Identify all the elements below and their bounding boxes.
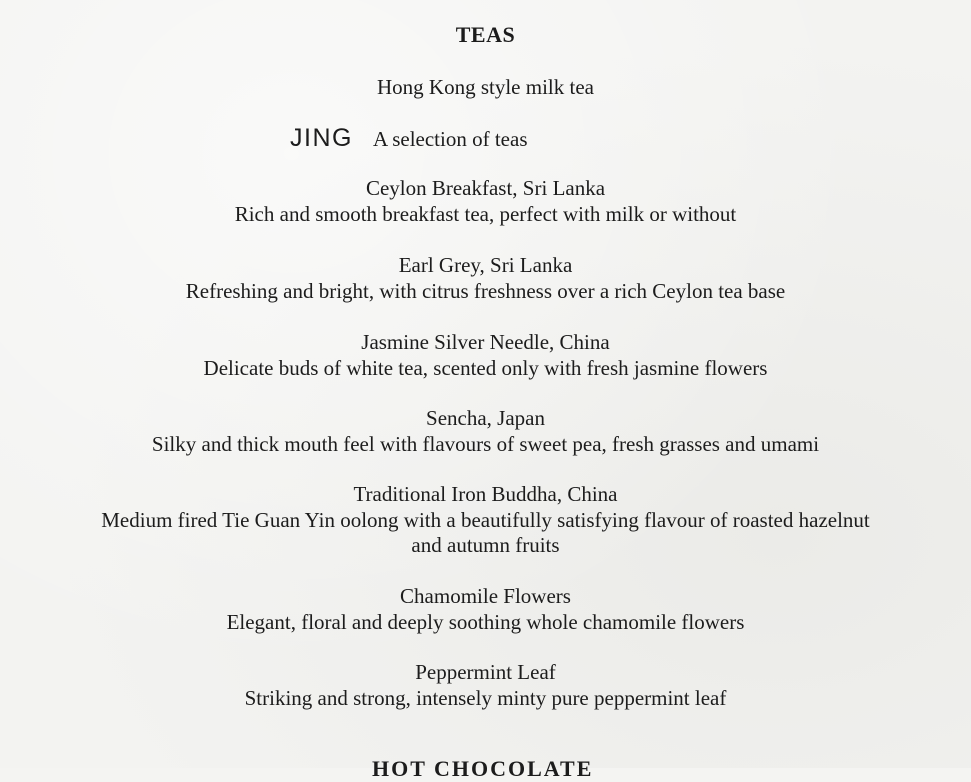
tea-name: Peppermint Leaf xyxy=(415,660,556,684)
tea-name: Traditional Iron Buddha, China xyxy=(353,482,618,506)
tea-description: Delicate buds of white tea, scented only with fresh jasmine flowers xyxy=(203,356,768,380)
tea-name: Earl Grey, Sri Lanka xyxy=(398,253,573,277)
jing-logo: JING xyxy=(290,124,353,152)
brand-row xyxy=(290,124,528,153)
tea-name: Ceylon Breakfast, Sri Lanka xyxy=(365,176,606,200)
tea-description: Elegant, floral and deeply soothing whole chamomile flowers xyxy=(226,610,745,634)
tea-description: Rich and smooth breakfast tea, perfect with milk or without xyxy=(234,202,737,226)
tea-description: Silky and thick mouth feel with flavours of sweet pea, fresh grasses and umami xyxy=(151,432,820,456)
tea-description: Medium fired Tie Guan Yin oolong with a beautifully satisfying flavour of roasted hazelnut xyxy=(101,508,870,532)
next-section-heading: HOT CHOCOLATE xyxy=(372,756,594,781)
tea-name: Sencha, Japan xyxy=(426,406,545,430)
menu-item-milk-tea: Hong Kong style milk tea xyxy=(377,75,594,99)
brand-tagline: A selection of teas xyxy=(372,127,528,151)
tea-name: Jasmine Silver Needle, China xyxy=(361,330,610,354)
tea-name: Chamomile Flowers xyxy=(400,584,571,608)
tea-description: Striking and strong, intensely minty pure peppermint leaf xyxy=(244,686,727,710)
tea-description-continued: and autumn fruits xyxy=(411,533,560,557)
section-title: TEAS xyxy=(455,22,516,47)
tea-description: Refreshing and bright, with citrus freshness over a rich Ceylon tea base xyxy=(185,279,786,303)
